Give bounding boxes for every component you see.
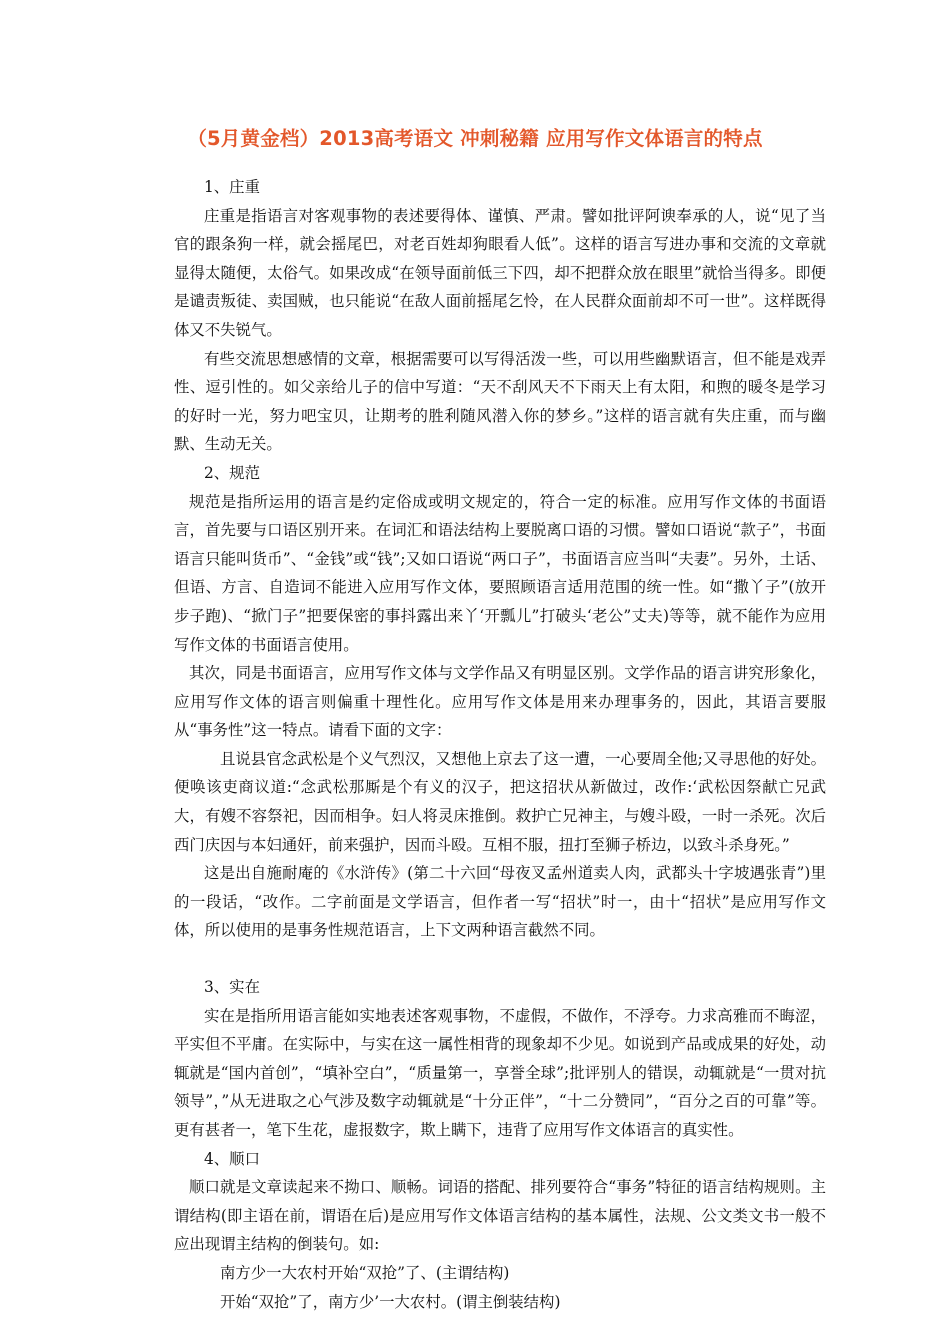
document-body	[174, 173, 826, 1316]
paragraph: 这是出自施耐庵的《水浒传》(第二十六回“母夜叉孟州道卖人肉，武都头十字坡遇张青”)里的一段话，“改作。二字前面是文学语言，但作者一写“招状”时一，由十“招状”是应用写作文体，所以使用的是事务性规范语言，上下文两种语言截然不同。	[174, 864, 826, 940]
quoted-passage: 且说县官念武松是个义气烈汉，又想他上京去了这一遭，一心要周全他;又寻思他的好处。便唤该吏商议道:“念武松那厮是个有义的汉子，把这招状从新做过，改作:‘武松因祭献亡兄武大，有嫂不容祭祀，因而相争。妇人将灵床推倒。救护亡兄神主，与嫂斗殴，一时一杀死。次后西门庆因与本妇通奸，前来强护，因而斗殴。互相不服，扭打至狮子桥边，以致斗杀身死。”	[174, 749, 826, 854]
paragraph: 规范是指所运用的语言是约定俗成或明文规定的，符合一定的标准。应用写作文体的书面语言，首先要与口语区别开来。在词汇和语法结构上要脱离口语的习惯。譬如口语说“款子”，书面语言只能叫货币”、“金钱”或“钱”;又如口语说“两口子”，书面语言应当叫“夫妻”。另外，土话、但语、方言、自造词不能进入应用写作文体，要照顾语言适用范围的统一性。如“撒丫子”(放开步子跑)、“掀门子”把要保密的事抖露出来丫‘开瓢儿”打破头‘老公”丈夫)等等，就不能作为应用写作文体的书面语言使用。	[174, 492, 826, 654]
section-heading-2: 2、规范	[204, 463, 260, 482]
document-title: （5月黄金档）2013高考语文 冲刺秘籍 应用写作文体语言的特点	[187, 127, 763, 150]
paragraph: 庄重是指语言对客观事物的表述要得体、谨慎、严肃。譬如批评阿谀奉承的人，说“见了当官的跟条狗一样，就会摇尾巴，对老百姓却狗眼看人低”。这样的语言写进办事和交流的文章就显得太随便，太俗气。如果改成“在领导面前低三下四，却不把群众放在眼里”就恰当得多。即便是谴责叛徒、卖国贼，也只能说“在敌人面前摇尾乞怜，在人民群众面前却不可一世”。这样既得体又不失锐气。	[174, 206, 826, 339]
paragraph: 其次，同是书面语言，应用写作文体与文学作品又有明显区别。文学作品的语言讲究形象化，应用写作文体的语言则偏重十理性化。应用写作文体是用来办理事务的，因此，其语言要服从“事务性”这一特点。请看下面的文字：	[174, 664, 826, 740]
paragraph: 实在是指所用语言能如实地表述客观事物，不虚假，不做作，不浮夸。力求高雅而不晦涩，平实但不平庸。在实际中，与实在这一属性相背的现象却不少见。如说到产品或成果的好处，动辄就是“国内首创”，“填补空白”，“质量第一，享誉全球”;批评别人的错误，动辄就是“一贯对抗领导”，”从无进取之心气涉及数字动辄就是“十分正伴”，“十二分赞同”，“百分之百的可靠”等。更有甚者一，笔下生花，虚报数字，欺上瞒下，违背了应用写作文体语言的真实性。	[174, 1006, 826, 1139]
section-heading-1: 1、庄重	[204, 178, 260, 196]
paragraph: 顺口就是文章读起来不拗口、顺畅。词语的搭配、排列要符合“事务”特征的语言结构规则。主谓结构(即主语在前，谓语在后)是应用写作文体语言结构的基本属性，法规、公文类文书一般不应出现谓主结构的倒装句。如:	[174, 1178, 826, 1254]
section-heading-3: 3、实在	[204, 978, 260, 997]
section-heading-4: 4、顺口	[204, 1149, 260, 1168]
example-sentence: 南方少一大农村开始“双抢”了、(主谓结构)	[220, 1263, 510, 1282]
example-sentence: 开始“双抢”了，南方少’一大农村。(谓主倒装结构)	[220, 1292, 561, 1311]
blank-line	[174, 945, 826, 973]
paragraph: 有些交流思想感情的文章，根据需要可以写得活泼一些，可以用些幽默语言，但不能是戏弄性、逗引性的。如父亲给儿子的信中写道：“天不刮风天不下雨天上有太阳，和煦的暖冬是学习的好时一光，努力吧宝贝，让期考的胜利随风潜入你的梦乡。”这样的语言就有失庄重，而与幽默、生动无关。	[174, 349, 826, 454]
